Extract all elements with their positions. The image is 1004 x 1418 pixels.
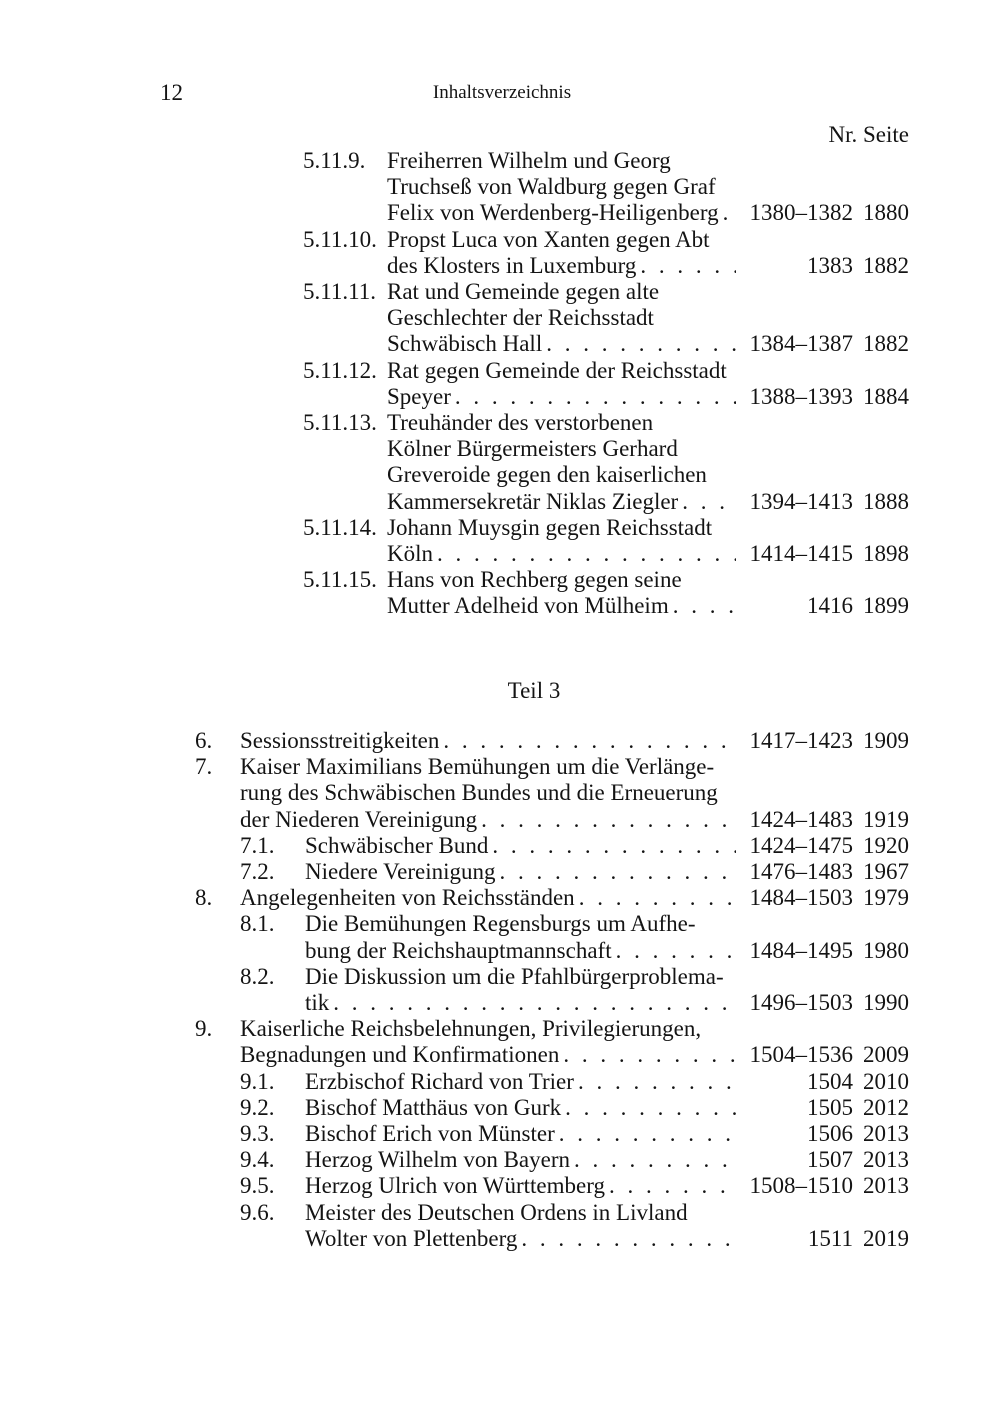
entry-nr-range: 1511: [807, 1225, 853, 1251]
entry-title-line: Die Bemühungen Regensburgs um Aufhe-: [305, 911, 696, 937]
dot-leader: [455, 384, 736, 410]
entry-nr-range: 1394–1413: [749, 488, 853, 514]
toc-entry-row: [0, 384, 1004, 410]
entry-number: 9.3.: [240, 1121, 275, 1146]
toc-entry-line: [0, 911, 1004, 937]
entry-nr-range: 1424–1483: [749, 806, 853, 832]
entry-number: 9.5.: [240, 1173, 275, 1199]
entry-page: 2013: [863, 1173, 909, 1199]
entry-number: 9.6.: [240, 1199, 275, 1225]
column-head: Nr. Seite: [828, 122, 909, 147]
entry-number: 7.1.: [240, 832, 275, 858]
entry-title-line: Sessionsstreitigkeiten: [240, 728, 440, 753]
entry-page: 1884: [863, 383, 909, 409]
toc-entry-row: [0, 859, 1004, 885]
toc-entry-row: [0, 990, 1004, 1016]
dot-leader: [521, 1226, 736, 1252]
entry-nr-range: 1424–1475: [749, 832, 853, 858]
toc-entry-line: [0, 964, 1004, 990]
entry-title-line: Johann Muysgin gegen Reichsstadt: [387, 514, 713, 540]
entry-title-line: des Klosters in Luxemburg: [387, 252, 637, 278]
toc-entry-row: [0, 1147, 1004, 1173]
toc-entry-row: [0, 200, 1004, 226]
entry-nr-range: 1505: [807, 1094, 853, 1120]
entry-title-line: der Niederen Vereinigung: [240, 806, 478, 832]
entry-page: 1899: [863, 593, 909, 619]
toc-entry-row: [0, 885, 1004, 911]
dot-leader: [565, 1095, 736, 1121]
toc-entry-line: [0, 279, 1004, 305]
entry-number: 5.11.13.: [303, 410, 377, 435]
toc-entry-line: [0, 227, 1004, 253]
entry-title-line: Die Diskussion um die Pfahlbürgerproblema-: [305, 963, 724, 989]
entry-page: 1919: [863, 806, 909, 832]
entry-nr-range: 1384–1387: [749, 331, 853, 357]
entry-nr-range: 1484–1503: [749, 885, 853, 911]
entry-title-line: Wolter von Plettenberg: [305, 1225, 518, 1251]
toc-entry-line: [0, 567, 1004, 593]
toc-entry-row: [0, 1042, 1004, 1068]
toc-entry-line: [0, 148, 1004, 174]
dot-leader: [443, 728, 736, 754]
entry-title-line: Begnadungen und Konfirmationen: [240, 1042, 560, 1068]
entry-title-line: Kammersekretär Niklas Ziegler: [387, 488, 679, 514]
entry-page: 1967: [863, 859, 909, 884]
dot-leader: [333, 990, 736, 1016]
entry-title-line: Kaiser Maximilians Bemühungen um die Verlänge-: [240, 754, 715, 780]
page-number: 12: [160, 80, 183, 105]
entry-number: 5.11.14.: [303, 514, 377, 540]
entry-title-line: tik: [305, 990, 330, 1015]
entry-number: 9.1.: [240, 1068, 275, 1094]
entry-title-line: Meister des Deutschen Ordens in Livland: [305, 1199, 688, 1225]
toc-entry-row: [0, 1069, 1004, 1095]
toc-entry-row: [0, 331, 1004, 357]
toc-entry-row: [0, 807, 1004, 833]
entry-nr-range: 1476–1483: [749, 859, 853, 884]
dot-leader: [559, 1121, 736, 1147]
dot-leader: [578, 1069, 736, 1095]
entry-title-line: Bischof Erich von Münster: [305, 1121, 555, 1146]
toc-entry-line: [0, 780, 1004, 806]
toc-entry-line: [0, 436, 1004, 462]
toc-entry-row: [0, 833, 1004, 859]
toc-entry-row: [0, 541, 1004, 567]
entry-title-line: Greveroide gegen den kaiserlichen: [387, 462, 707, 488]
entry-title-line: Herzog Wilhelm von Bayern: [305, 1147, 570, 1173]
entry-page: 2010: [863, 1068, 909, 1094]
toc-entry-row: [0, 728, 1004, 754]
entry-title-line: Köln: [387, 541, 433, 566]
toc-entry-row: [0, 938, 1004, 964]
entry-number: 9.2.: [240, 1094, 275, 1120]
entry-title-line: Kaiserliche Reichsbelehnungen, Privilegierungen,: [240, 1016, 702, 1042]
entry-nr-range: 1507: [807, 1147, 853, 1173]
entry-nr-range: 1504–1536: [749, 1042, 853, 1068]
entry-number: 5.11.15.: [303, 567, 377, 593]
entry-title-line: Mutter Adelheid von Mülheim: [387, 593, 669, 619]
entry-page: 2019: [863, 1225, 909, 1251]
toc-entry-row: [0, 1226, 1004, 1252]
entry-title-line: Niedere Vereinigung: [305, 859, 496, 884]
entry-number: 5.11.10.: [303, 226, 377, 252]
entry-number: 9.4.: [240, 1147, 275, 1173]
entry-page: 1980: [863, 937, 909, 963]
dot-leader: [437, 541, 736, 567]
dot-leader: [640, 253, 736, 279]
entry-page: 1898: [863, 541, 909, 566]
entry-number: 5.11.11.: [303, 279, 377, 304]
entry-title-line: Angelegenheiten von Reichsständen: [240, 885, 575, 911]
entry-nr-range: 1417–1423: [749, 728, 853, 753]
toc-entry-line: [0, 1016, 1004, 1042]
dot-leader: [546, 331, 736, 357]
entry-page: 1920: [863, 832, 909, 858]
dot-leader: [682, 489, 736, 515]
entry-page: 1882: [863, 331, 909, 357]
dot-leader: [563, 1042, 736, 1068]
entry-title-line: Herzog Ulrich von Württemberg: [305, 1173, 605, 1199]
entry-number: 5.11.9.: [303, 148, 366, 173]
entry-page: 2012: [863, 1094, 909, 1120]
entry-title-line: Schwäbischer Bund: [305, 832, 489, 858]
entry-page: 1990: [863, 990, 909, 1015]
entry-nr-range: 1504: [807, 1068, 853, 1094]
dot-leader: [616, 938, 736, 964]
entry-title-line: Propst Luca von Xanten gegen Abt: [387, 226, 710, 252]
entry-number: 5.11.12.: [303, 357, 377, 383]
toc-entry-line: [0, 358, 1004, 384]
entry-nr-range: 1484–1495: [749, 937, 853, 963]
toc-entry-line: [0, 515, 1004, 541]
entry-number: 9.: [195, 1016, 213, 1042]
entry-nr-range: 1416: [807, 593, 853, 619]
entry-page: 1880: [863, 200, 909, 226]
toc-entry-line: [0, 1200, 1004, 1226]
section-title: Teil 3: [507, 678, 561, 703]
entry-number: 7.: [195, 754, 213, 780]
toc-entry-line: [0, 410, 1004, 436]
toc-entry-row: [0, 593, 1004, 619]
toc-entry-line: [0, 174, 1004, 200]
entry-page: 1888: [863, 488, 909, 514]
entry-number: 8.1.: [240, 911, 275, 937]
toc-entry-row: [0, 489, 1004, 515]
entry-page: 2013: [863, 1121, 909, 1146]
entry-title-line: Bischof Matthäus von Gurk: [305, 1094, 562, 1120]
dot-leader: [673, 593, 736, 619]
toc-entry-line: [0, 462, 1004, 488]
entry-title-line: Freiherren Wilhelm und Georg: [387, 148, 671, 173]
entry-title-line: Hans von Rechberg gegen seine: [387, 567, 682, 593]
entry-page: 2009: [863, 1042, 909, 1068]
entry-nr-range: 1508–1510: [749, 1173, 853, 1199]
toc-entry-row: [0, 253, 1004, 279]
entry-nr-range: 1414–1415: [749, 541, 853, 566]
entry-number: 6.: [195, 728, 213, 753]
dot-leader: [609, 1173, 736, 1199]
dot-leader: [574, 1147, 736, 1173]
entry-title-line: Truchseß von Waldburg gegen Graf: [387, 174, 716, 200]
entry-title-line: Treuhänder des verstorbenen: [387, 410, 654, 435]
toc-entry-row: [0, 1095, 1004, 1121]
toc-entry-row: [0, 1121, 1004, 1147]
entry-page: 1909: [863, 728, 909, 753]
entry-title-line: Rat und Gemeinde gegen alte: [387, 279, 660, 304]
entry-nr-range: 1496–1503: [749, 990, 853, 1015]
entry-nr-range: 1380–1382: [749, 200, 853, 226]
dot-leader: [579, 885, 736, 911]
entry-title-line: Speyer: [387, 383, 451, 409]
dot-leader: [500, 859, 736, 885]
entry-title-line: Geschlechter der Reichsstadt: [387, 305, 654, 331]
running-title: Inhaltsverzeichnis: [432, 82, 572, 103]
entry-page: 1979: [863, 885, 909, 911]
entry-page: 2013: [863, 1147, 909, 1173]
entry-title-line: Schwäbisch Hall: [387, 331, 543, 357]
dot-leader: [723, 200, 736, 226]
entry-number: 7.2.: [240, 859, 275, 884]
dot-leader: [492, 833, 736, 859]
entry-title-line: Rat gegen Gemeinde der Reichsstadt: [387, 357, 727, 383]
entry-number: 8.: [195, 885, 213, 911]
entry-title-line: rung des Schwäbischen Bundes und die Erneuerung: [240, 780, 718, 806]
toc-entry-row: [0, 1173, 1004, 1199]
entry-title-line: Erzbischof Richard von Trier: [305, 1068, 574, 1094]
dot-leader: [481, 807, 736, 833]
entry-number: 8.2.: [240, 963, 275, 989]
entry-title-line: Felix von Werdenberg-Heiligenberg: [387, 200, 719, 226]
entry-nr-range: 1388–1393: [749, 383, 853, 409]
entry-title-line: Kölner Bürgermeisters Gerhard: [387, 436, 678, 462]
entry-title-line: bung der Reichshauptmannschaft: [305, 937, 612, 963]
toc-entry-line: [0, 754, 1004, 780]
toc-entry-line: [0, 305, 1004, 331]
entry-nr-range: 1383: [807, 252, 853, 278]
entry-page: 1882: [863, 252, 909, 278]
entry-nr-range: 1506: [807, 1121, 853, 1146]
